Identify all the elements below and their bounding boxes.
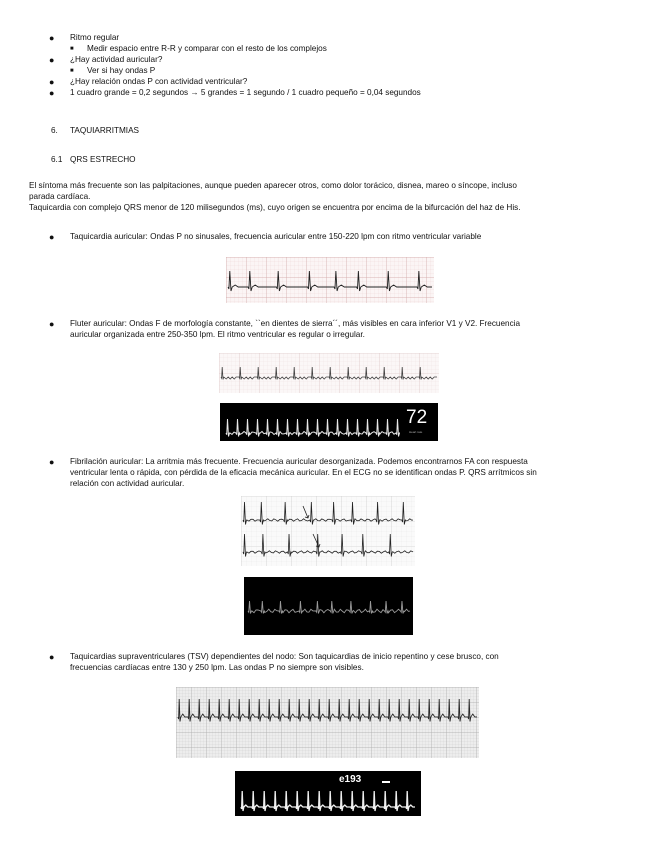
ecg-atrial-tachycardia-strip (226, 257, 434, 303)
checklist-item-atrial-activity: ¿Hay actividad auricular? (70, 55, 163, 64)
intro-line: Taquicardia con complejo QRS menor de 120 milisegundos (ms), cuyo origen se encuentra por encima de la bifurcación del haz de His. (29, 203, 521, 212)
bullet: ● (49, 319, 55, 329)
section-number: 6. (51, 126, 58, 135)
checklist-subitem-rr: Medir espacio entre R-R y comparar con el resto de los complejos (87, 44, 327, 53)
intro-line: El síntoma más frecuente son las palpitaciones, aunque pueden aparecer otros, como dolor torácico, disnea, mareo o síncope, incluso (29, 181, 517, 190)
checklist-item-p-relation: ¿Hay relación ondas P con actividad ventricular? (70, 77, 248, 86)
svt-monitor-display (235, 771, 421, 816)
fibrillation-monitor-display (244, 577, 413, 635)
bullet: ● (49, 232, 55, 242)
bullet: ● (49, 33, 55, 43)
ecg-fibrillation-strip (241, 496, 415, 566)
bullet: ● (49, 55, 55, 65)
monitor-dash-icon (382, 781, 390, 783)
heart-rate-readout: 72 (406, 407, 428, 428)
bullet: ● (49, 652, 55, 662)
section-title: TAQUIARRITMIAS (70, 126, 139, 135)
subsection-title: QRS ESTRECHO (70, 155, 136, 164)
atrial-tachycardia-text: Taquicardia auricular: Ondas P no sinusales, frecuencia auricular entre 150-220 lpm con ritmo ventricular variable (70, 232, 482, 241)
flutter-monitor-display (220, 403, 438, 441)
flutter-text-line: Fluter auricular: Ondas F de morfología constante, ``en dientes de sierra´´, más visibles en cara inferior V1 y V2. Frecuencia (70, 319, 521, 328)
ecg-svt-strip (176, 687, 479, 758)
subsection-number: 6.1 (51, 155, 63, 164)
svt-heart-rate-readout: e193 (339, 774, 362, 785)
checklist-item-grid-scale: 1 cuadro grande = 0,2 segundos → 5 grandes = 1 segundo / 1 cuadro pequeño = 0,04 segundos (70, 88, 421, 97)
svt-text-line: Taquicardias supraventriculares (TSV) dependientes del nodo: Son taquicardias de inicio repentino y cese brusco, con (70, 652, 499, 661)
fibrillation-text-line: Fibrilación auricular: La arritmia más frecuente. Frecuencia auricular desorganizada. Podemos encontrarnos FA con respuesta (70, 457, 528, 466)
intro-line: parada cardíaca. (29, 192, 91, 201)
checklist-subitem-p-waves: Ver si hay ondas P (87, 66, 156, 75)
ecg-flutter-strip (219, 353, 439, 393)
sub-bullet: ■ (70, 68, 74, 74)
fibrillation-text-line: relación con actividad auricular. (70, 479, 185, 488)
sub-bullet: ■ (70, 46, 74, 52)
flutter-text-line: auricular organizada entre 250-350 lpm. El ritmo ventricular es regular o irregular. (70, 330, 365, 339)
bullet: ● (49, 457, 55, 467)
svt-text-line: frecuencias cardíacas entre 130 y 250 lpm. Las ondas P no siempre son visibles. (70, 663, 364, 672)
heart-rate-caption: Heart rate (409, 430, 423, 434)
fibrillation-text-line: ventricular lenta o rápida, con pérdida de la eficacia mecánica auricular. En el ECG no se identifican ondas P. QRS arrítmicos sin (70, 468, 537, 477)
checklist-item-rhythm: Ritmo regular (70, 33, 120, 42)
bullet: ● (49, 77, 55, 87)
bullet: ● (49, 88, 55, 98)
